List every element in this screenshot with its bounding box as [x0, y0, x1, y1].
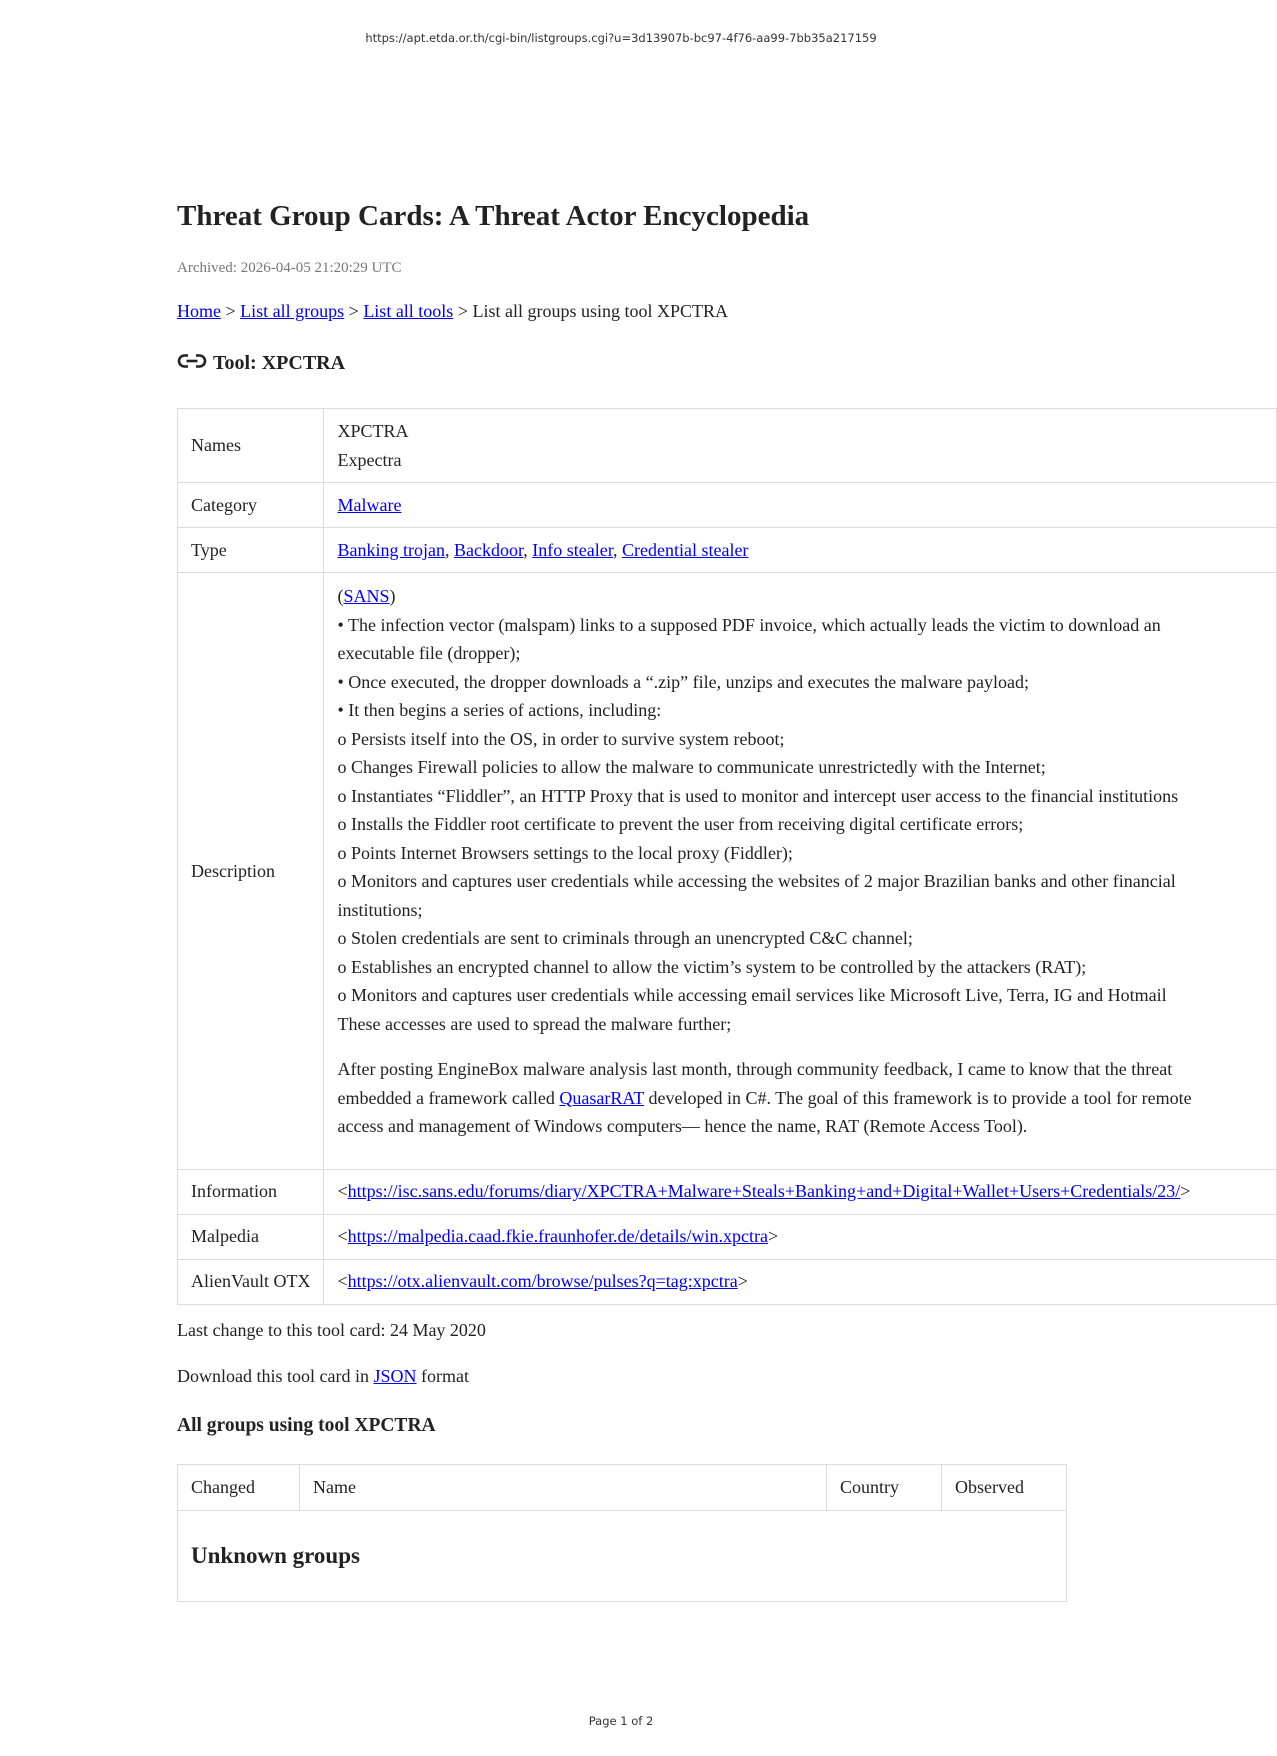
description-row: [178, 573, 1277, 1170]
groups-header-row: [178, 1465, 1067, 1511]
description-line: o Changes Firewall policies to allow the malware to communicate unrestrictedly with the Internet;: [337, 757, 1046, 777]
last-change-text: Last change to this tool card: 24 May 2020: [177, 1320, 486, 1340]
description-line: access and management of Windows computers— hence the name, RAT (Remote Access Tool).: [337, 1116, 1028, 1136]
column-header-country: Country: [827, 1465, 942, 1511]
column-header-observed: Observed: [942, 1465, 1067, 1511]
malpedia-row: [178, 1214, 1277, 1259]
download-text: Download this tool card in JSON format: [177, 1366, 469, 1386]
alienvault-row: [178, 1259, 1277, 1304]
type-credential-stealer-link[interactable]: Credential stealer: [621, 539, 749, 560]
type-value: [324, 528, 1277, 573]
json-download-link[interactable]: JSON: [373, 1366, 417, 1386]
description-line: • It then begins a series of actions, including:: [337, 700, 662, 720]
names-label: Names: [178, 409, 324, 483]
type-separator: ,: [612, 539, 622, 560]
information-value: <https://isc.sans.edu/forums/diary/XPCTRA+Malware+Steals+Banking+and+Digital+Wallet+Users+Credentials/23/>: [324, 1169, 1277, 1214]
archived-timestamp: Archived: 2026-04-05 21:20:29 UTC: [177, 260, 402, 276]
description-line: institutions;: [337, 899, 423, 920]
description-line: embedded a framework called QuasarRAT developed in C#. The goal of this framework is to provide a tool for remote: [337, 1087, 1192, 1108]
breadcrumb-current: List all groups using tool XPCTRA: [472, 301, 728, 321]
name-primary: XPCTRA: [337, 421, 409, 441]
name-alias: Expectra: [337, 449, 402, 470]
column-header-changed: Changed: [178, 1465, 300, 1511]
breadcrumb-separator: >: [457, 301, 468, 321]
information-url-link[interactable]: https://isc.sans.edu/forums/diary/XPCTRA+Malware+Steals+Banking+and+Digital+Wallet+Users+Credentials/23/: [347, 1181, 1181, 1202]
malpedia-label: Malpedia: [178, 1214, 324, 1259]
description-line: After posting EngineBox malware analysis last month, through community feedback, I came to know that the threat: [337, 1059, 1173, 1079]
column-header-name: Name: [300, 1465, 827, 1511]
alienvault-value: <https://otx.alienvault.com/browse/pulses?q=tag:xpctra>: [324, 1259, 1277, 1304]
description-line: o Installs the Fiddler root certificate to prevent the user from receiving digital certificate errors;: [337, 814, 1024, 834]
sans-source-link[interactable]: SANS: [343, 586, 390, 606]
alienvault-label: AlienVault OTX: [178, 1259, 324, 1304]
page-content: [177, 0, 1192, 1700]
information-label: Information: [178, 1169, 324, 1214]
category-malware-link[interactable]: Malware: [337, 494, 402, 515]
category-value: [324, 483, 1277, 528]
breadcrumb-list-groups-link[interactable]: List all groups: [240, 301, 345, 321]
tool-heading-text: Tool: XPCTRA: [213, 352, 346, 374]
description-block: [337, 573, 1263, 1169]
type-separator: ,: [444, 539, 454, 560]
type-separator: ,: [523, 539, 533, 560]
description-line: • The infection vector (malspam) links to a supposed PDF invoice, which actually leads the victim to download an: [337, 614, 1161, 635]
names-row: [178, 409, 1277, 483]
breadcrumb-list-tools-link[interactable]: List all tools: [363, 301, 454, 321]
description-source: (SANS): [337, 586, 396, 606]
description-line: o Persists itself into the OS, in order to survive system reboot;: [337, 728, 785, 749]
groups-heading: All groups using tool XPCTRA: [177, 1415, 436, 1436]
tool-heading: [177, 352, 345, 375]
description-line: o Monitors and captures user credentials while accessing the websites of 2 major Brazilian banks and other financial: [337, 871, 1176, 891]
unknown-groups-title: Unknown groups: [178, 1511, 1067, 1602]
description-value: [324, 573, 1277, 1170]
tool-card-table: [177, 408, 1277, 1305]
site-title: Threat Group Cards: A Threat Actor Encyclopedia: [177, 200, 810, 232]
description-line: o Monitors and captures user credentials while accessing email services like Microsoft Live, Terra, IG and Hotmail: [337, 985, 1167, 1005]
breadcrumb: [177, 301, 728, 322]
malpedia-url-link[interactable]: https://malpedia.caad.fkie.fraunhofer.de/details/win.xpctra: [347, 1226, 768, 1247]
type-info-stealer-link[interactable]: Info stealer: [532, 539, 613, 560]
description-label: Description: [178, 573, 324, 1170]
groups-table: [177, 1464, 1067, 1602]
type-backdoor-link[interactable]: Backdoor: [453, 539, 524, 560]
breadcrumb-separator: >: [348, 301, 359, 321]
quasarrat-link[interactable]: QuasarRAT: [559, 1087, 645, 1108]
link-icon: [177, 353, 207, 371]
breadcrumb-home-link[interactable]: Home: [177, 301, 221, 321]
alienvault-url-link[interactable]: https://otx.alienvault.com/browse/pulses?q=tag:xpctra: [347, 1271, 738, 1292]
description-line: o Stolen credentials are sent to criminals through an unencrypted C&C channel;: [337, 928, 913, 948]
description-line: • Once executed, the dropper downloads a “.zip” file, unzips and executes the malware payload;: [337, 671, 1030, 692]
type-label: Type: [178, 528, 324, 573]
information-row: [178, 1169, 1277, 1214]
breadcrumb-separator: >: [225, 301, 236, 321]
paragraph-gap: [337, 1038, 1263, 1055]
page-number-footer: Page 1 of 2: [588, 1714, 654, 1728]
malpedia-value: <https://malpedia.caad.fkie.fraunhofer.de/details/win.xpctra>: [324, 1214, 1277, 1259]
description-line: These accesses are used to spread the malware further;: [337, 1013, 732, 1034]
type-row: [178, 528, 1277, 573]
category-row: [178, 483, 1277, 528]
description-line: o Points Internet Browsers settings to the local proxy (Fiddler);: [337, 842, 793, 863]
print-url-header: https://apt.etda.or.th/cgi-bin/listgroups.cgi?u=3d13907b-bc97-4f76-aa99-7bb35a217159: [365, 31, 877, 45]
description-line: o Instantiates “Fliddler”, an HTTP Proxy that is used to monitor and intercept user access to the financial institutions: [337, 785, 1179, 806]
description-line: o Establishes an encrypted channel to allow the victim’s system to be controlled by the attackers (RAT);: [337, 956, 1087, 977]
type-banking-trojan-link[interactable]: Banking trojan: [337, 539, 445, 560]
names-value: [324, 409, 1277, 483]
description-line: executable file (dropper);: [337, 643, 521, 663]
category-label: Category: [178, 483, 324, 528]
unknown-groups-row: [178, 1511, 1067, 1602]
